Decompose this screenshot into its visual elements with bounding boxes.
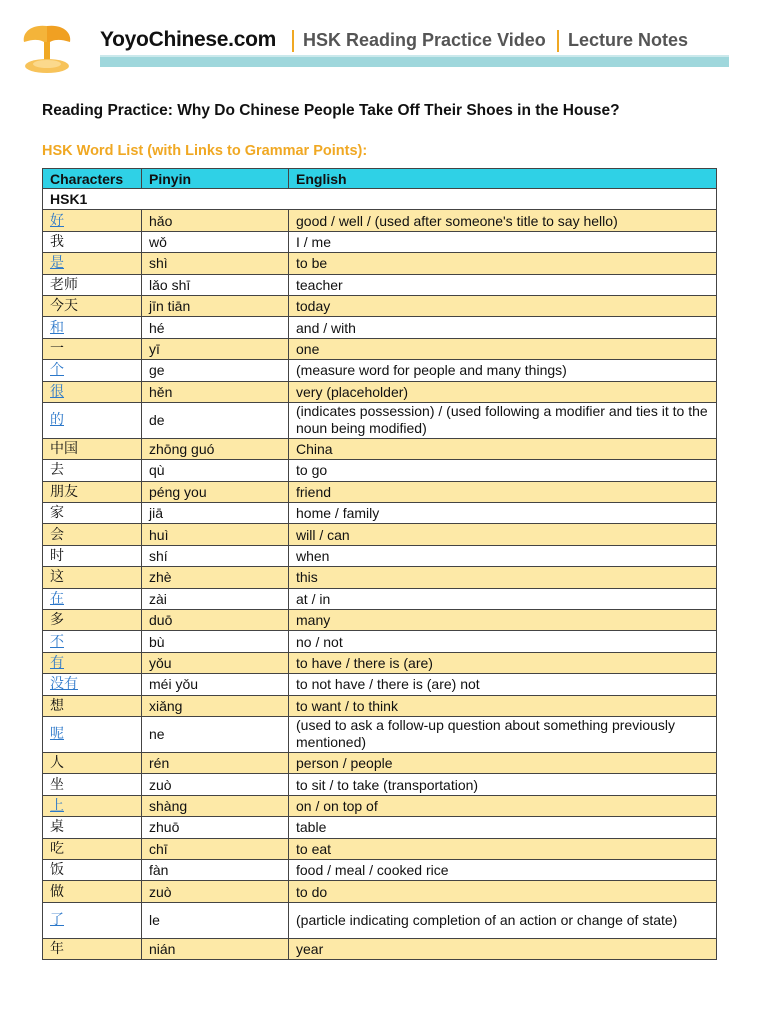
pinyin-cell: le <box>142 902 289 938</box>
character-grammar-link[interactable]: 没有 <box>43 674 142 695</box>
english-cell: to sit / to take (transportation) <box>289 774 717 795</box>
character-grammar-link[interactable]: 的 <box>43 402 142 438</box>
english-cell: year <box>289 938 717 959</box>
pinyin-cell: yǒu <box>142 652 289 673</box>
pinyin-cell: zài <box>142 588 289 609</box>
pinyin-cell: huì <box>142 524 289 545</box>
pinyin-cell: shàng <box>142 795 289 816</box>
video-title: HSK Reading Practice Video <box>303 30 546 50</box>
table-row <box>43 631 717 652</box>
pinyin-cell: zhè <box>142 567 289 588</box>
pinyin-cell: jiā <box>142 503 289 524</box>
pinyin-cell: shì <box>142 253 289 274</box>
page-header <box>0 0 768 80</box>
character-grammar-link[interactable]: 好 <box>43 210 142 231</box>
lecture-notes-label: Lecture Notes <box>568 30 689 50</box>
pinyin-cell: xiǎng <box>142 695 289 716</box>
english-cell: good / well / (used after someone's title to say hello) <box>289 210 717 231</box>
english-cell: to have / there is (are) <box>289 652 717 673</box>
word-list-heading: HSK Word List (with Links to Grammar Points): <box>42 143 368 159</box>
column-header-english: English <box>289 169 717 189</box>
hsk-word-table <box>42 168 717 960</box>
table-row <box>43 317 717 338</box>
table-row <box>43 652 717 673</box>
pinyin-cell: jīn tiān <box>142 295 289 316</box>
english-cell: China <box>289 438 717 459</box>
english-cell: (used to ask a follow-up question about something previously mentioned) <box>289 716 717 752</box>
pinyin-cell: ne <box>142 716 289 752</box>
table-row <box>43 381 717 402</box>
header-divider <box>557 30 559 52</box>
character-cell: 朋友 <box>43 481 142 502</box>
table-row <box>43 360 717 381</box>
english-cell: will / can <box>289 524 717 545</box>
english-cell: table <box>289 817 717 838</box>
english-cell: (measure word for people and many things) <box>289 360 717 381</box>
pinyin-cell: rén <box>142 752 289 773</box>
table-row <box>43 524 717 545</box>
english-cell: on / on top of <box>289 795 717 816</box>
level-row <box>43 189 717 210</box>
table-row <box>43 774 717 795</box>
pinyin-cell: zhuō <box>142 817 289 838</box>
english-cell: to go <box>289 460 717 481</box>
english-cell: friend <box>289 481 717 502</box>
character-cell: 去 <box>43 460 142 481</box>
header-divider <box>292 30 294 52</box>
character-cell: 家 <box>43 503 142 524</box>
table-row <box>43 881 717 902</box>
pinyin-cell: zuò <box>142 881 289 902</box>
pinyin-cell: shí <box>142 545 289 566</box>
pinyin-cell: méi yǒu <box>142 674 289 695</box>
table-row <box>43 588 717 609</box>
table-row <box>43 545 717 566</box>
character-cell: 我 <box>43 231 142 252</box>
character-grammar-link[interactable]: 呢 <box>43 716 142 752</box>
table-row <box>43 838 717 859</box>
table-row <box>43 338 717 359</box>
character-grammar-link[interactable]: 不 <box>43 631 142 652</box>
table-row <box>43 210 717 231</box>
table-row <box>43 231 717 252</box>
english-cell: one <box>289 338 717 359</box>
english-cell: (indicates possession) / (used following a modifier and ties it to the noun being modified) <box>289 402 717 438</box>
pinyin-cell: qù <box>142 460 289 481</box>
document-title: Reading Practice: Why Do Chinese People Take Off Their Shoes in the House? <box>42 102 620 119</box>
english-cell: to do <box>289 881 717 902</box>
table-row <box>43 402 717 438</box>
english-cell: many <box>289 610 717 631</box>
pinyin-cell: zhōng guó <box>142 438 289 459</box>
pinyin-cell: hěn <box>142 381 289 402</box>
character-cell: 老师 <box>43 274 142 295</box>
table-row <box>43 295 717 316</box>
table-row <box>43 567 717 588</box>
table-row <box>43 610 717 631</box>
table-row <box>43 503 717 524</box>
pinyin-cell: de <box>142 402 289 438</box>
character-cell: 做 <box>43 881 142 902</box>
english-cell: at / in <box>289 588 717 609</box>
table-row <box>43 795 717 816</box>
character-cell: 中国 <box>43 438 142 459</box>
character-cell: 桌 <box>43 817 142 838</box>
table-row <box>43 902 717 938</box>
table-row <box>43 752 717 773</box>
pinyin-cell: lǎo shī <box>142 274 289 295</box>
character-cell: 年 <box>43 938 142 959</box>
pinyin-cell: bù <box>142 631 289 652</box>
level-label: HSK1 <box>43 189 717 210</box>
character-grammar-link[interactable]: 个 <box>43 360 142 381</box>
character-grammar-link[interactable]: 上 <box>43 795 142 816</box>
english-cell: to be <box>289 253 717 274</box>
english-cell: home / family <box>289 503 717 524</box>
table-row <box>43 674 717 695</box>
english-cell: teacher <box>289 274 717 295</box>
character-cell: 多 <box>43 610 142 631</box>
english-cell: to want / to think <box>289 695 717 716</box>
table-row <box>43 938 717 959</box>
table-row <box>43 253 717 274</box>
character-grammar-link[interactable]: 和 <box>43 317 142 338</box>
english-cell: I / me <box>289 231 717 252</box>
pinyin-cell: hǎo <box>142 210 289 231</box>
english-cell: today <box>289 295 717 316</box>
character-grammar-link[interactable]: 有 <box>43 652 142 673</box>
table-row <box>43 695 717 716</box>
pinyin-cell: wǒ <box>142 231 289 252</box>
character-grammar-link[interactable]: 了 <box>43 902 142 938</box>
character-grammar-link[interactable]: 在 <box>43 588 142 609</box>
english-cell: this <box>289 567 717 588</box>
english-cell: to not have / there is (are) not <box>289 674 717 695</box>
table-row <box>43 274 717 295</box>
pinyin-cell: fàn <box>142 859 289 880</box>
pinyin-cell: chī <box>142 838 289 859</box>
character-grammar-link[interactable]: 很 <box>43 381 142 402</box>
character-cell: 这 <box>43 567 142 588</box>
character-cell: 今天 <box>43 295 142 316</box>
english-cell: food / meal / cooked rice <box>289 859 717 880</box>
character-cell: 吃 <box>43 838 142 859</box>
table-row <box>43 438 717 459</box>
pinyin-cell: nián <box>142 938 289 959</box>
yoyo-logo-icon <box>18 20 76 74</box>
character-cell: 人 <box>43 752 142 773</box>
english-cell: (particle indicating completion of an action or change of state) <box>289 902 717 938</box>
table-header-row <box>43 169 717 189</box>
character-cell: 坐 <box>43 774 142 795</box>
brand-name[interactable]: YoyoChinese.com <box>100 28 276 51</box>
pinyin-cell: hé <box>142 317 289 338</box>
character-cell: 一 <box>43 338 142 359</box>
pinyin-cell: yī <box>142 338 289 359</box>
character-cell: 时 <box>43 545 142 566</box>
english-cell: no / not <box>289 631 717 652</box>
character-cell: 饭 <box>43 859 142 880</box>
pinyin-cell: duō <box>142 610 289 631</box>
pinyin-cell: ge <box>142 360 289 381</box>
column-header-characters: Characters <box>43 169 142 189</box>
english-cell: to eat <box>289 838 717 859</box>
pinyin-cell: péng you <box>142 481 289 502</box>
column-header-pinyin: Pinyin <box>142 169 289 189</box>
english-cell: and / with <box>289 317 717 338</box>
pinyin-cell: zuò <box>142 774 289 795</box>
table-row <box>43 859 717 880</box>
character-grammar-link[interactable]: 是 <box>43 253 142 274</box>
english-cell: when <box>289 545 717 566</box>
character-cell: 想 <box>43 695 142 716</box>
table-row <box>43 817 717 838</box>
table-row <box>43 460 717 481</box>
character-cell: 会 <box>43 524 142 545</box>
english-cell: very (placeholder) <box>289 381 717 402</box>
english-cell: person / people <box>289 752 717 773</box>
header-accent-bar <box>100 57 729 67</box>
table-row <box>43 481 717 502</box>
table-row <box>43 716 717 752</box>
